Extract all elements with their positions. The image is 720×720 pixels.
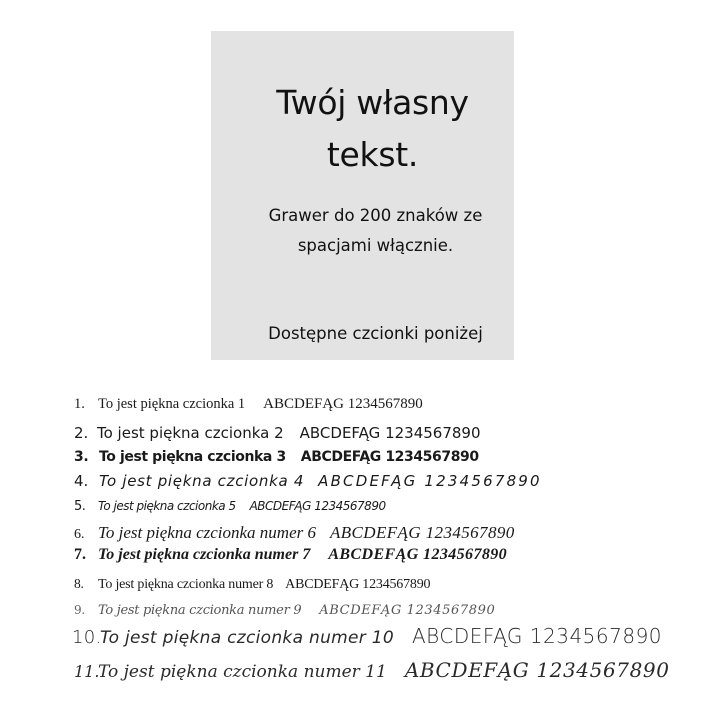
- font-sample: To jest piękna czcionka numer 6: [98, 523, 316, 542]
- font-number: 10.: [72, 627, 102, 648]
- font-number: 1.: [74, 396, 85, 412]
- font-option-10: [72, 624, 662, 648]
- font-number: 4.: [74, 472, 89, 490]
- font-option-8: [74, 576, 430, 593]
- font-sample: To jest piękna czcionka numer 9: [98, 603, 302, 618]
- font-alphabet: ABCDEFĄG 1234567890: [318, 472, 542, 490]
- font-number: 5.: [74, 499, 86, 514]
- font-sample: To jest piękna czcionka numer 11: [98, 662, 387, 682]
- font-alphabet: ABCDEFĄG 1234567890: [263, 396, 423, 412]
- font-number: 2.: [74, 424, 89, 442]
- font-number: 11.: [74, 662, 100, 681]
- font-option-4: [74, 472, 542, 490]
- info-card: [211, 31, 514, 360]
- font-alphabet: ABCDEFĄG 1234567890: [329, 523, 515, 542]
- font-sample: To jest piękna czcionka numer 7: [98, 546, 311, 563]
- font-alphabet: ABCDEFĄG 1234567890: [299, 424, 481, 442]
- font-alphabet: ABCDEFĄG 1234567890: [285, 577, 431, 592]
- font-option-5: [74, 499, 386, 514]
- font-number: 8.: [74, 576, 84, 591]
- font-sample: To jest piękna czcionka 4: [99, 472, 305, 490]
- font-alphabet: ABCDEFĄG 1234567890: [411, 624, 663, 648]
- font-sample: To jest piękna czcionka 3: [99, 449, 286, 465]
- card-subtitle: [211, 201, 514, 261]
- card-subtitle-line-2: spacjami włącznie.: [297, 236, 454, 255]
- font-sample: To jest piękna czcionka 2: [97, 424, 284, 442]
- font-alphabet: ABCDEFĄG 1234567890: [328, 546, 508, 563]
- font-alphabet: ABCDEFĄG 1234567890: [404, 658, 670, 682]
- font-sample: To jest piękna czcionka 1: [98, 396, 246, 412]
- font-number: 7.: [74, 546, 86, 563]
- font-option-6: [74, 523, 515, 543]
- font-alphabet: ABCDEFĄG 1234567890: [300, 449, 479, 465]
- font-option-2: [74, 424, 481, 442]
- font-alphabet: ABCDEFĄG 1234567890: [249, 499, 386, 513]
- font-number: 3.: [74, 449, 89, 465]
- font-option-11: [74, 658, 670, 682]
- card-title: [211, 77, 514, 181]
- font-option-1: [74, 396, 423, 413]
- font-number: 9.: [74, 603, 85, 617]
- font-option-9: [74, 603, 495, 618]
- font-number: 6.: [74, 527, 85, 542]
- card-note: Dostępne czcionki poniżej: [268, 324, 483, 343]
- card-subtitle-line-1: Grawer do 200 znaków ze: [268, 206, 483, 225]
- font-sample: To jest piękna czcionka numer 10: [100, 628, 394, 648]
- card-title-line-2: tekst.: [326, 135, 419, 174]
- card-title-line-1: Twój własny: [276, 83, 469, 122]
- font-option-7: [74, 546, 507, 564]
- font-alphabet: ABCDEFĄG 1234567890: [319, 603, 496, 618]
- font-option-3: [74, 449, 479, 465]
- font-sample: To jest piękna czcionka 5: [98, 499, 236, 513]
- font-sample: To jest piękna czcionka numer 8: [98, 577, 274, 592]
